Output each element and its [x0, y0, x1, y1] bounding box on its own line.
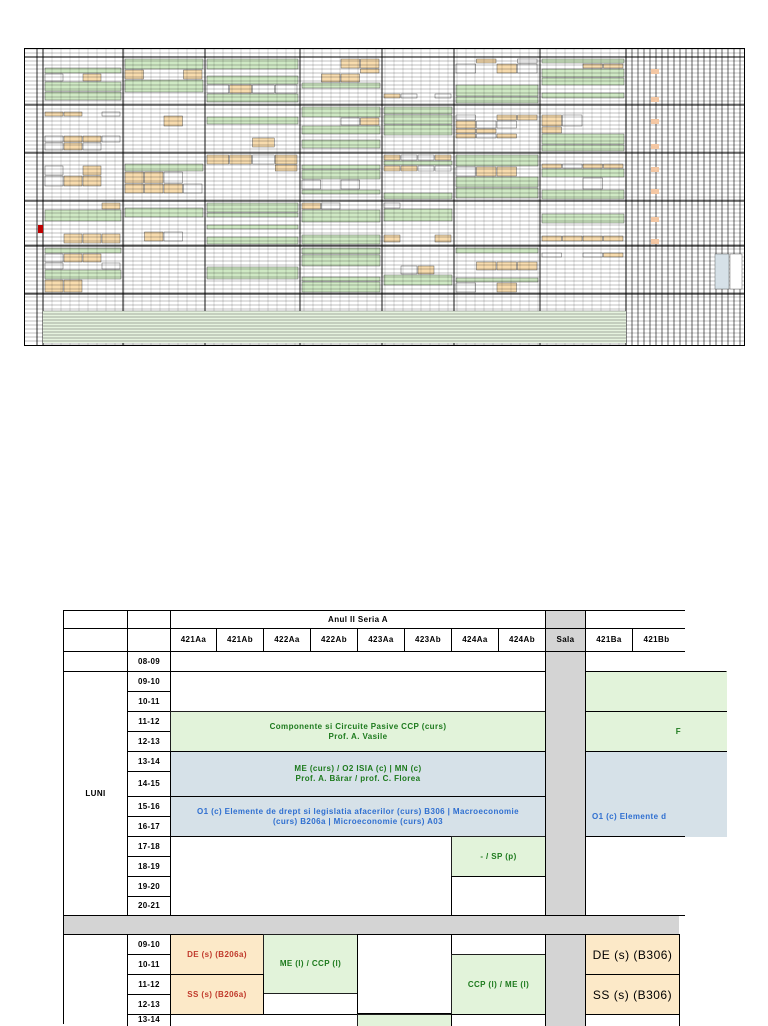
course-ccp-block[interactable] [170, 711, 546, 752]
header-series-b-blank [585, 610, 685, 629]
course-me-block[interactable] [170, 751, 546, 797]
empty-block [170, 1014, 358, 1026]
course-sp-block[interactable]: - / SP (p) [451, 836, 546, 877]
time-slot: 10-11 [127, 691, 171, 712]
course-ss-b[interactable]: SS (s) (B306) [585, 974, 680, 1015]
time-slot: 18-19 [127, 856, 171, 877]
time-slot: 11-12 [127, 974, 171, 995]
group-header-424Ab: 424Ab [498, 628, 546, 652]
group-header-423Aa: 423Aa [357, 628, 405, 652]
course-o1-block[interactable] [170, 796, 546, 837]
group-b-empty-next [585, 1014, 680, 1026]
header-day-blank [63, 628, 128, 652]
course-o1-line2: (curs) B206a | Microeconomie (curs) A03 [272, 816, 444, 826]
sala-column [545, 651, 586, 916]
time-slot: 17-18 [127, 836, 171, 857]
empty-block [451, 1014, 546, 1026]
group-b-empty [585, 651, 685, 672]
group-b-ccp-fragment[interactable]: F [585, 711, 727, 752]
group-b-green-empty [585, 671, 727, 712]
time-slot: 19-20 [127, 876, 171, 897]
time-slot: 14-15 [127, 771, 171, 797]
day-separator-row [63, 915, 679, 935]
header-blank-time [127, 610, 171, 629]
course-me-ccp-lab[interactable]: ME (l) / CCP (l) [263, 934, 358, 994]
time-slot: 12-13 [127, 731, 171, 752]
group-header-421Ab: 421Ab [216, 628, 264, 652]
empty-block [170, 836, 452, 916]
time-slot: 08-09 [127, 651, 171, 672]
time-slot: 13-14 [127, 1014, 171, 1026]
course-ss-a[interactable]: SS (s) (B206a) [170, 974, 264, 1015]
time-slot: 10-11 [127, 954, 171, 975]
empty-block [451, 934, 546, 955]
sala-header: Sala [545, 628, 586, 652]
time-slot: 11-12 [127, 711, 171, 732]
series-title: Anul II Seria A [170, 610, 546, 629]
empty-block [451, 876, 546, 916]
course-de-a[interactable]: DE (s) (B206a) [170, 934, 264, 975]
course-o1-line1: O1 (c) Elemente de drept si legislatia afacerilor (curs) B306 | Macroeconomie [196, 806, 520, 816]
time-slot: 16-17 [127, 816, 171, 837]
time-slot: 09-10 [127, 671, 171, 692]
time-slot: 15-16 [127, 796, 171, 817]
day-cell-blank-top [63, 651, 128, 672]
time-slot: 20-21 [127, 896, 171, 916]
course-me-title: ME (curs) / O2 ISIA (c) | MN (c) [294, 764, 422, 773]
header-time-blank [127, 628, 171, 652]
group-header-422Ab: 422Ab [310, 628, 358, 652]
empty-block [170, 671, 546, 712]
group-header-422Aa: 422Aa [263, 628, 311, 652]
course-partial-green [357, 1014, 452, 1026]
time-slot: 12-13 [127, 994, 171, 1015]
group-header-423Ab: 423Ab [404, 628, 452, 652]
day-cell-next [63, 934, 128, 1024]
course-de-b[interactable]: DE (s) (B306) [585, 934, 680, 975]
header-sala-blank [545, 610, 586, 629]
group-b-me-fragment[interactable] [585, 751, 727, 797]
group-header-421Bb: 421Bb [632, 628, 680, 652]
group-b-o1-fragment[interactable]: O1 (c) Elemente d [585, 796, 727, 837]
empty-block [357, 934, 452, 1014]
group-header-424Aa: 424Aa [451, 628, 499, 652]
empty-block [170, 651, 546, 672]
day-label-luni: LUNI [63, 671, 128, 916]
time-slot: 09-10 [127, 934, 171, 955]
course-ccp-title: Componente si Circuite Pasive CCP (curs) [269, 721, 447, 731]
sala-column-next [545, 934, 586, 1026]
group-b-empty-bottom [585, 836, 685, 916]
group-header-421Ba: 421Ba [585, 628, 633, 652]
course-ccp-me-lab[interactable]: CCP (l) / ME (l) [451, 954, 546, 1015]
header-blank-day [63, 610, 128, 629]
time-slot: 13-14 [127, 751, 171, 772]
course-me-prof: Prof. A. Bărar / prof. C. Florea [295, 774, 421, 783]
group-header-421Aa: 421Aa [170, 628, 217, 652]
course-ccp-prof: Prof. A. Vasile [328, 731, 388, 741]
